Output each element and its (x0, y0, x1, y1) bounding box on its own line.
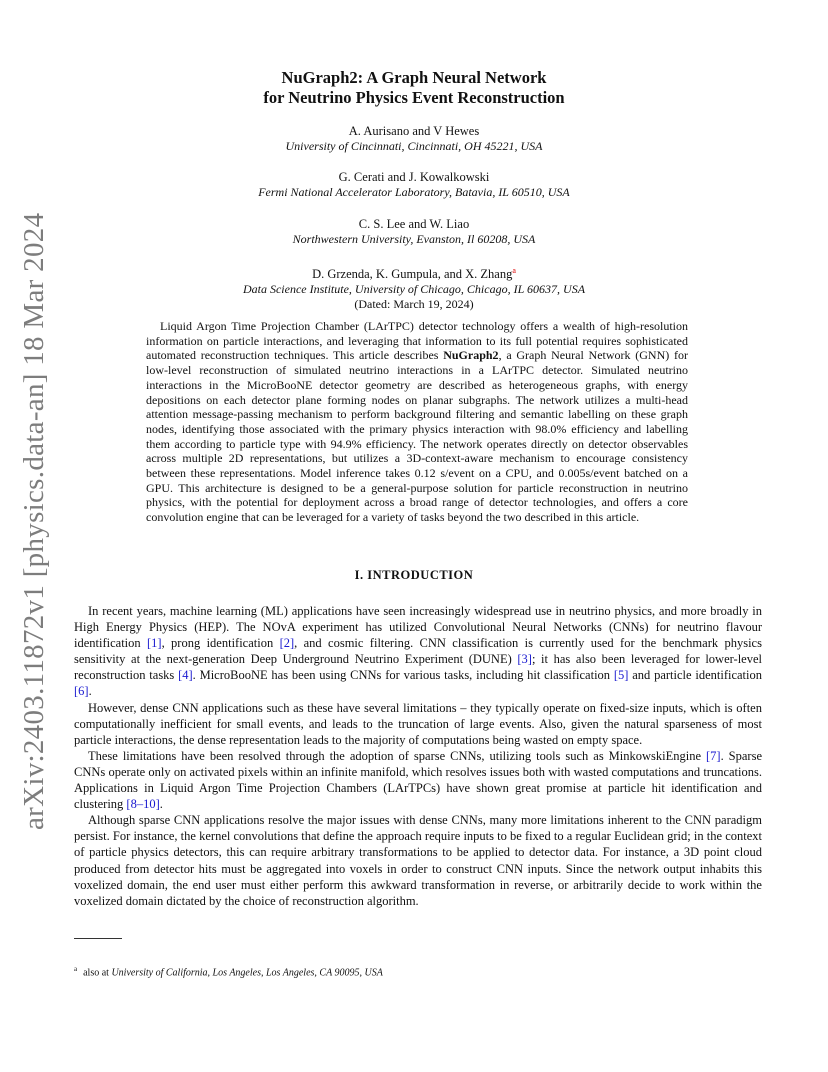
citation-link[interactable]: [2] (279, 636, 295, 651)
author-names: D. Grzenda, K. Gumpula, and X. Zhang$^a$ (312, 266, 516, 282)
arxiv-identifier-stamp: arXiv:2403.11872v1 [physics.data-an] 18 Mar 2024 (18, 212, 50, 830)
paragraph-3: These limitations have been resolved through the adoption of sparse CNNs, utilizing tools such as MinkowskiEngine [7]. Sparse CNNs operate only on activated pixels within an infinite manifold, which resolves issues both with wasted computations and truncations. Applications in Liquid Argon Time Projection Chambers (LArTPCs) have shown great promise at particle hit identification and clustering [8–10]. (74, 748, 762, 812)
citation-link[interactable]: [4] (178, 668, 193, 683)
affiliation-footnote-link[interactable]: a (512, 266, 516, 275)
footnote-divider (74, 938, 122, 939)
section-heading: I. INTRODUCTION (354, 568, 474, 582)
author-names: G. Cerati and J. Kowalkowski (338, 170, 490, 184)
citation-link[interactable]: [8–10] (126, 797, 160, 812)
paragraph-2: However, dense CNN applications such as these have several limitations – they typically operate on fixed-size inputs, which is often computationally inefficient for small events, and leads to the truncation of large events. Also, given the natural sparseness of most particle interactions, the dense representation leads to the majority of computations being wasted on empty space. (74, 700, 762, 747)
abstract: Liquid Argon Time Projection Chamber (LArTPC) detector technology offers a wealth of high-resolution information on particle interactions, and leveraging that information to its full potential requires sophisticated automated reconstruction techniques. This article describes NuGraph2, a Graph Neural Network (GNN) for low-level reconstruction of simulated neutrino interactions in a LArTPC detector. Simulated neutrino interactions in the MicroBooNE detector geometry are described as heterogeneous graphs, with energy depositions on each detector plane forming nodes on planar subgraphs. The network utilizes a multi-head attention message-passing mechanism to perform background filtering and semantic labelling on these graph nodes, identifying those associated with the primary physics interaction with 98.0% efficiency and labelling them according to particle type with 94.9% efficiency. The network operates directly on detector observables across multiple 2D representations, but utilizes a 3D-context-aware mechanism to encourage consistency between these representations. Model inference takes 0.12 s/event on a CPU, and 0.005s/event batched on a GPU. This architecture is designed to be a general-purpose solution for particle reconstruction in neutrino physics, with the potential for deployment across a broad range of detector technologies, and offers a core convolution engine that can be leveraged for a variety of tasks beyond the two described in this article. (146, 319, 689, 525)
author-group-3 (0, 217, 828, 247)
footnote-affiliation: University of California, Los Angeles, Los Angeles, CA 90095, USA (111, 967, 383, 979)
citation-link[interactable]: [1] (147, 636, 162, 651)
title-line-2: for Neutrino Physics Event Reconstruction (263, 88, 565, 107)
affiliation: Northwestern University, Evanston, Il 60208, USA (292, 232, 536, 246)
author-group-4 (0, 263, 828, 312)
affiliation: Fermi National Accelerator Laboratory, Batavia, IL 60510, USA (258, 185, 570, 199)
model-name: NuGraph2 (443, 348, 499, 363)
footnote-mark: a (74, 965, 78, 973)
author-names: C. S. Lee and W. Liao (358, 217, 470, 231)
author-group-2 (0, 170, 828, 200)
footnote: $^a$ also at University of California, Los Angeles, Los Angeles, CA 90095, USA (74, 965, 383, 979)
author-names: A. Aurisano and V Hewes (348, 124, 480, 138)
introduction-body (74, 603, 762, 909)
author-group-1 (0, 124, 828, 154)
paragraph-4: Although sparse CNN applications resolve the major issues with dense CNNs, many more limitations inherent to the CNN paradigm persist. For instance, the kernel convolutions that define the approach require inputs to be fixed to a regular Euclidean grid; in the context of particle physics detectors, this can require arbitrary transformations to be applied to detector data. For instance, a 3D point cloud produced from detector hits must be aggregated into voxels in order to construct CNN inputs. Since the network output inhabits this voxelized domain, the end user must either perform this awkward transformation in reverse, or arbitrarily decide to work within the voxelized domain dictated by the choice of reconstruction algorithm. (74, 813, 762, 908)
citation-link[interactable]: [7] (706, 748, 721, 763)
title-line-1: NuGraph2: A Graph Neural Network (281, 68, 547, 87)
affiliation: Data Science Institute, University of Chicago, Chicago, IL 60637, USA (242, 282, 586, 297)
dated-line: (Dated: March 19, 2024) (354, 297, 474, 312)
paper-title (0, 68, 828, 108)
paragraph-1: In recent years, machine learning (ML) applications have seen increasingly widespread use in neutrino physics, and more broadly in High Energy Physics (HEP). The NOvA experiment has utilized Convolutional Neural Networks (CNNs) for neutrino flavour identification [1], prong identification [2], and cosmic filtering. CNN classification is currently used for the benchmark physics sensitivity at the next-generation Deep Underground Neutrino Experiment (DUNE) [3]; it has also been leveraged for lower-level reconstruction tasks [4]. MicroBooNE has been using CNNs for various tasks, including hit classification [5] and particle identification [6]. (74, 604, 762, 699)
affiliation: University of Cincinnati, Cincinnati, OH 45221, USA (285, 139, 543, 153)
citation-link[interactable]: [6] (74, 684, 89, 699)
citation-link[interactable]: [5] (613, 668, 629, 683)
citation-link[interactable]: [3] (517, 652, 532, 667)
